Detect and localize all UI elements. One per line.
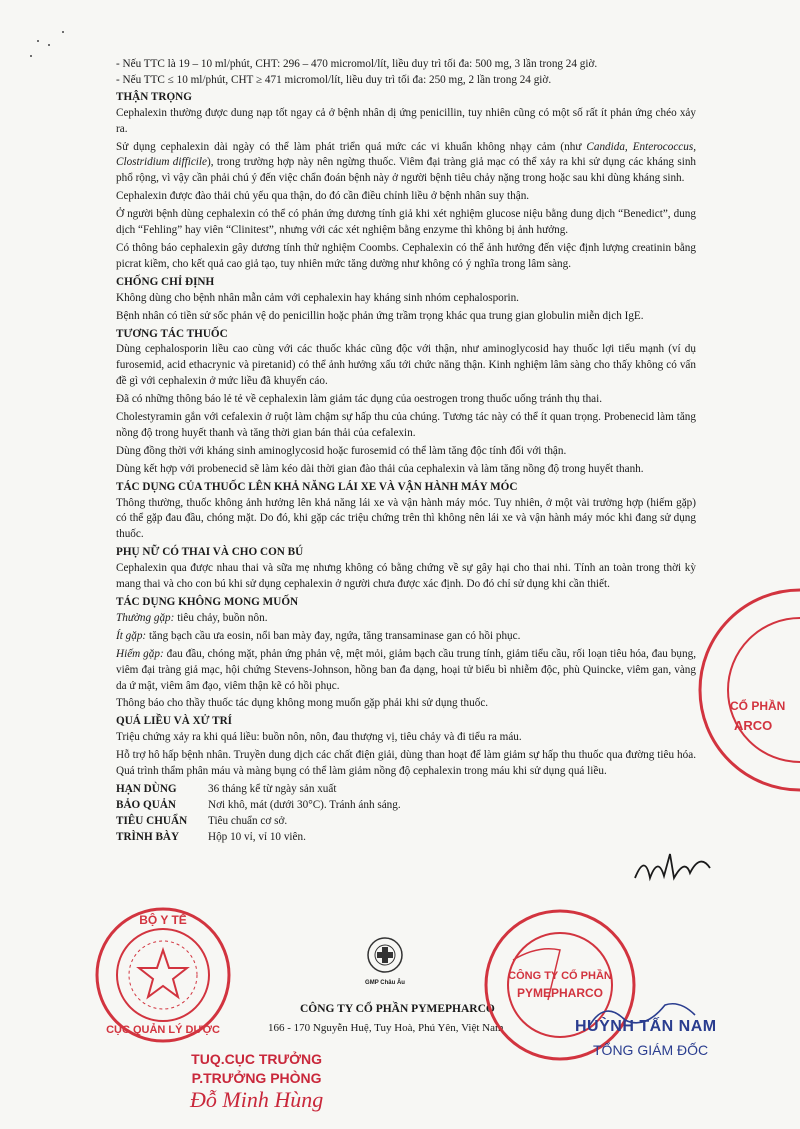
signatory-name: HUỲNH TẤN NAM [575,1018,717,1035]
gmp-logo [365,935,405,987]
spec-row: BẢO QUẢN Nơi khô, mát (dưới 30°C). Tránh ánh sáng. [116,798,401,811]
spec-row: HẠN DÙNG 36 tháng kể từ ngày sản xuất [116,782,337,795]
ministry-stamp [88,900,238,1050]
paragraph: Cephalexin thường được dung nạp tốt ngay cả ở bệnh nhân dị ứng penicillin, tuy nhiên cũng có một số rất ít phản ứng chéo xảy ra. [116,106,696,135]
paragraph: Ít gặp: tăng bạch cầu ưa eosin, nổi ban mày đay, ngứa, tăng transaminase gan có hồi phục. [116,629,521,642]
svg-text:ARCO: ARCO [734,718,773,733]
svg-text:PYMEPHARCO: PYMEPHARCO [516,986,604,1000]
paragraph: Có thông báo cephalexin gây dương tính thử nghiệm Coombs. Cephalexin có thể ảnh hưởng đến việc định lượng creatinin bằng picrat kiềm, cho kết quả cao giả tạo, tuy nhiên mức tăng dường như không có ý nghĩa trong lâm sàng. [116,241,696,270]
paragraph: Hiếm gặp: đau đầu, chóng mặt, phản ứng phản vệ, mệt mỏi, giảm bạch cầu trung tính, giảm tiểu cầu, rối loạn tiêu hóa, đau bụng, viêm đại tràng giả mạc, hội chứng Stevens-Johnson, hồng ban đa dạng, hoại tử biểu bì nhiễm độc, phù Quincke, viêm gan, vàng da ứ mật, viêm âm đạo, viêm thận kẽ có hồi phục. [116,647,696,692]
signatory-title: TỔNG GIÁM ĐỐC [593,1042,709,1058]
company-stamp [478,905,643,1065]
paragraph: Sử dụng cephalexin dài ngày có thể làm phát triển quá mức các vi khuẩn không nhạy cảm (như Candida, Enterococcus, Clostridium difficile), trong trường hợp này nên ngừng thuốc. Viêm đại tràng giả mạc có thể xảy ra khi sử dụng các kháng sinh phổ rộng, vì vậy cần phải chú ý đến việc chẩn đoán bệnh này ở người bệnh tiêu chảy nặng trong hoặc sau khi dùng kháng sinh. [116,140,697,185]
heading-tuong-tac: TƯƠNG TÁC THUỐC [116,327,228,340]
svg-text:CỤC QUẢN LÝ DƯỢC: CỤC QUẢN LÝ DƯỢC [106,1024,220,1036]
gmp-label: GMP Châu Âu [365,980,405,986]
side-stamp [690,560,800,820]
paragraph: Dùng kết hợp với probenecid sẽ làm kéo dài thời gian đào thải của cephalexin và làm tăng nồng độ trong huyết thanh. [116,462,644,475]
paragraph: Thông báo cho thầy thuốc tác dụng không mong muốn gặp phải khi sử dụng thuốc. [116,697,489,710]
paragraph: Cholestyramin gắn với cefalexin ở ruột làm chậm sự hấp thu của chúng. Tương tác này có thể ít quan trọng. Probenecid làm tăng nồng độ trong huyết thanh và tăng thời gian bán thải của cefalexin. [116,411,696,439]
paragraph: Không dùng cho bệnh nhân mẫn cảm với cephalexin hay kháng sinh nhóm cephalosporin. [116,291,519,304]
spec-row: TRÌNH BÀY Hộp 10 vỉ, vỉ 10 viên. [116,830,306,843]
paragraph: Bệnh nhân có tiền sử sốc phản vệ do penicillin hoặc phản ứng trầm trọng khác qua trung gian globulin miễn dịch IgE. [116,309,644,322]
heading-qua-lieu: QUÁ LIỀU VÀ XỬ TRÍ [116,715,233,728]
approval-line-2: P.TRƯỞNG PHÒNG [191,1070,322,1086]
document-body [116,57,696,846]
paragraph: Cephalexin qua được nhau thai và sữa mẹ nhưng không có bằng chứng về sự gây hại cho thai nhi. Tính an toàn trong thời kỳ mang thai và cho con bú khi sử dụng cephalexin ở người chưa được xác định. Do đó chỉ sử dụng khi cần thiết. [116,562,696,591]
dosage-line-2: - Nếu TTC ≤ 10 ml/phút, CHT ≥ 471 micromol/lít, liều duy trì tối đa: 250 mg, 2 lần trong 24 giờ. [116,73,552,86]
company-address: 166 - 170 Nguyễn Huệ, Tuy Hoà, Phú Yên, Việt Nam [268,1022,504,1034]
approval-block [190,1050,324,1112]
company-name: CÔNG TY CỔ PHẦN PYMEPHARCO [300,1003,495,1015]
paragraph: Cephalexin được đào thải chủ yếu qua thận, do đó cần điều chỉnh liều ở bệnh nhân suy thận. [116,190,530,203]
paragraph: Thông thường, thuốc không ảnh hưởng lên khả năng lái xe và vận hành máy móc. Tuy nhiên, ở một vài trường hợp (hiếm gặp) có thể gặp đau đầu, chóng mặt. Do đó, khi gặp các triệu chứng trên thì không nên lái xe và vận hành máy móc khi đang sử dụng thuốc. [116,496,696,541]
paragraph: Hỗ trợ hô hấp bệnh nhân. Truyền dung dịch các chất điện giải, dùng than hoạt để làm giảm sự hấp thu thuốc qua đường tiêu hóa. Quá trình thẩm phân máu và màng bụng có thể làm giảm nồng độ cephalexin trong máu khi sử dụng quá liều. [116,749,696,778]
svg-text:CÔNG TY CỔ PHẦN: CÔNG TY CỔ PHẦN [508,970,612,982]
heading-phu-nu: PHỤ NỮ CÓ THAI VÀ CHO CON BÚ [116,546,304,559]
paragraph: Đã có những thông báo lẻ tẻ về cephalexin làm giảm tác dụng của oestrogen trong thuốc uống tránh thụ thai. [116,393,603,406]
paragraph: Dùng cephalosporin liều cao cùng với các thuốc khác cũng độc với thận, như aminoglycosid hay thuốc lợi tiểu mạnh (ví dụ furosemid, acid ethacrynic và piretanid) có thể ảnh hưởng xấu tới chức năng thận. Kinh nghiệm lâm sàng cho thấy không có vấn đề gì với cephalexin ở mức liều đã khuyến cáo. [116,343,696,388]
paragraph: Triệu chứng xảy ra khi quá liều: buồn nôn, nôn, đau thượng vị, tiêu chảy và đi tiểu ra máu. [116,731,522,744]
dosage-line-1: - Nếu TTC là 19 – 10 ml/phút, CHT: 296 – 470 micromol/lít, liều duy trì tối đa: 500 mg, 3 lần trong 24 giờ. [116,58,598,70]
heading-than-trong: THẬN TRỌNG [116,90,192,103]
heading-chong-chi-dinh: CHỐNG CHỈ ĐỊNH [116,275,215,288]
svg-text:CỔ PHẦN: CỔ PHẦN [730,699,786,713]
heading-khong-mong-muon: TÁC DỤNG KHÔNG MONG MUỐN [116,596,299,608]
svg-text:BỘ Y TẾ: BỘ Y TẾ [139,913,187,927]
paragraph: Ở người bệnh dùng cephalexin có thể có phản ứng dương tính giả khi xét nghiệm glucose niệu bằng dung dịch “Benedict”, dung dịch “Fehling” hay viên “Clinitest”, nhưng với các xét nghiệm bằng enzyme thì không bị ảnh hưởng. [116,208,696,237]
approval-line-1: TUQ.CỤC TRƯỞNG [191,1051,323,1067]
paragraph: Dùng đồng thời với kháng sinh aminoglycosid hoặc furosemid có thể làm tăng độc tính đối với thận. [116,444,567,457]
heading-lai-xe: TÁC DỤNG CỦA THUỐC LÊN KHẢ NĂNG LÁI XE VÀ VẬN HÀNH MÁY MÓC [116,480,518,493]
paragraph: Thường gặp: tiêu chảy, buồn nôn. [116,611,268,624]
signature-mark [630,848,720,888]
approval-signature: Đỗ Minh Hùng [190,1087,324,1112]
spec-row: TIÊU CHUẨN Tiêu chuẩn cơ sở. [116,814,288,827]
